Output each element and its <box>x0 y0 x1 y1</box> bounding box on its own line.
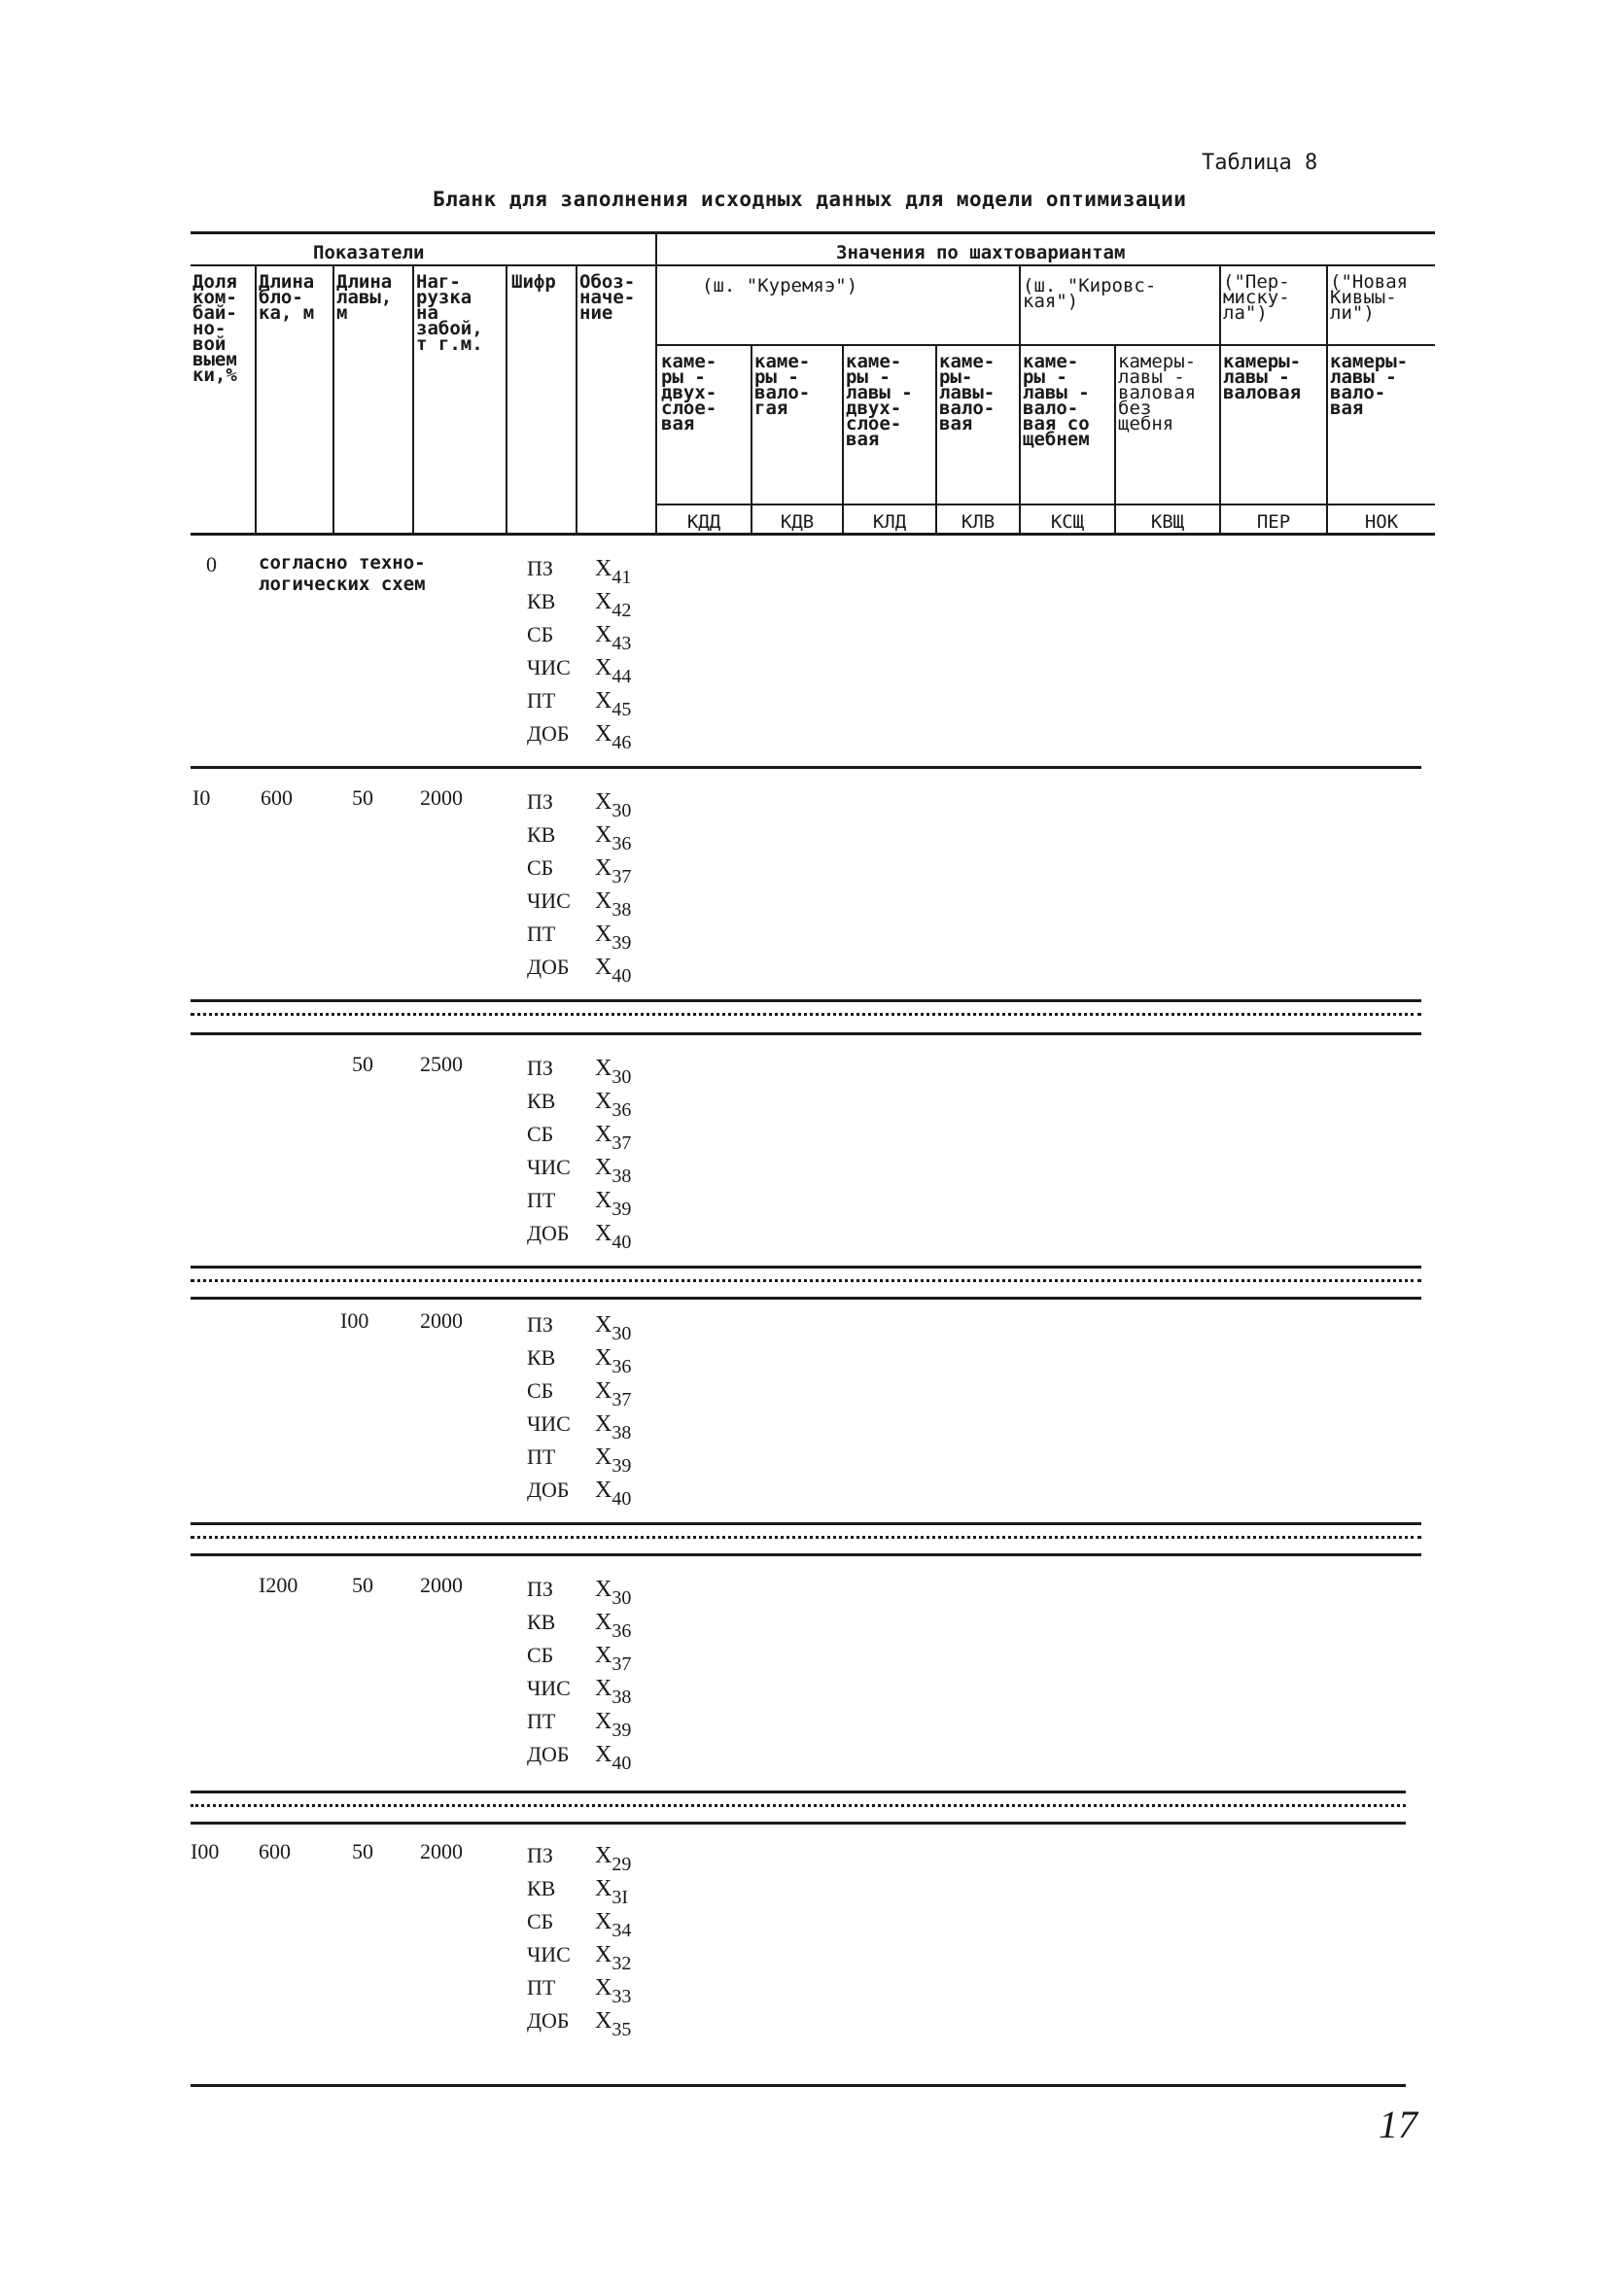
designation-symbol: $X_{38}$ <box>595 1411 632 1444</box>
header-top-rule <box>191 231 1435 234</box>
row4-designations <box>595 1308 632 1510</box>
col-sep-8 <box>842 346 844 533</box>
indicators-header: Показатели <box>313 242 425 263</box>
col-sep-7 <box>751 346 752 533</box>
col-header-designation: Обоз- наче- ние <box>579 271 636 324</box>
designation-symbol: $X_{33}$ <box>595 1975 632 2007</box>
row6-share: I00 <box>191 1839 220 1863</box>
designation-symbol: $X_{32}$ <box>595 1942 632 1974</box>
col-header-lava-length: Длина лавы, м <box>336 271 393 324</box>
col-sep-12 <box>1219 266 1221 533</box>
row6-load: 2000 <box>420 1839 463 1863</box>
row6-lava: 50 <box>352 1839 373 1863</box>
table-bottom-rule <box>191 2084 1406 2087</box>
designation-symbol: $X_{44}$ <box>595 655 632 687</box>
designation-symbol: $X_{45}$ <box>595 688 632 720</box>
designation-symbol: $X_{40}$ <box>595 1742 632 1774</box>
row3-designations <box>595 1052 632 1253</box>
code-kdd: КДД <box>686 511 721 533</box>
row5-load: 2000 <box>420 1573 463 1597</box>
row5-lava: 50 <box>352 1573 373 1597</box>
values-header: Значения по шахтовариантам <box>836 242 1126 263</box>
row4-lava: I00 <box>340 1308 369 1333</box>
subheader-kld: каме- ры - лавы - двух- слое- вая <box>846 351 913 450</box>
designation-symbol: $X_{34}$ <box>595 1909 632 1941</box>
designation-symbol: $X_{36}$ <box>595 1345 632 1377</box>
row4-ciphers: ПЗ КВ СБ ЧИС ПТ ДОБ <box>527 1312 571 1502</box>
group5-rule-b <box>191 1822 1406 1825</box>
row3-lava: 50 <box>352 1052 373 1076</box>
mine-kirovskaya: (ш. "Кировс- кая") <box>1023 275 1157 312</box>
row1-share: 0 <box>206 552 217 576</box>
subheader-nok: камеры- лавы - вало- вая <box>1330 351 1409 419</box>
designation-symbol: $X_{40}$ <box>595 955 632 987</box>
row2-block: 600 <box>261 785 293 810</box>
row1-ciphers: ПЗ КВ СБ ЧИС ПТ ДОБ <box>527 556 571 746</box>
subheader-ksch: каме- ры - лавы - вало- вая со щебнем <box>1023 351 1090 450</box>
col-header-share: Доля ком- бай- но- вой выем ки,% <box>192 271 237 386</box>
subheader-kdd: каме- ры - двух- слое- вая <box>661 351 717 435</box>
indicators-underline <box>191 264 655 266</box>
header-bottom-rule <box>191 533 1435 536</box>
row6-block: 600 <box>259 1839 291 1863</box>
col-header-block-length: Длина бло- ка, м <box>259 271 315 324</box>
designation-symbol: $X_{29}$ <box>595 1843 632 1875</box>
mine-novaya-kivyli: ("Новая Кивыы- ли") <box>1330 271 1409 324</box>
mine-kuremyae: (ш. "Куремяэ") <box>702 275 858 296</box>
table-title: Бланк для заполнения исходных данных для модели оптимизации <box>433 188 1187 211</box>
group2-dotted <box>191 1013 1421 1024</box>
code-ksch: КСЩ <box>1050 511 1085 533</box>
code-kdv: КДВ <box>780 511 815 533</box>
group4-dotted <box>191 1536 1421 1547</box>
row2-share: I0 <box>192 785 211 810</box>
designation-symbol: $X_{37}$ <box>595 855 632 887</box>
table-label: Таблица 8 <box>1202 151 1318 175</box>
col-header-cipher: Шифр <box>511 271 556 293</box>
designation-symbol: $X_{36}$ <box>595 1089 632 1121</box>
codes-rule <box>657 504 1435 505</box>
values-underline <box>657 264 1435 266</box>
designation-symbol: $X_{39}$ <box>595 1444 632 1477</box>
designation-symbol: $X_{30}$ <box>595 1577 632 1609</box>
group4-rule-a <box>191 1522 1421 1525</box>
designation-symbol: $X_{46}$ <box>595 721 632 753</box>
group2-rule-b <box>191 1032 1421 1035</box>
designation-symbol: $X_{3I}$ <box>595 1876 629 1908</box>
row6-designations <box>595 1839 632 2040</box>
designation-symbol: $X_{37}$ <box>595 1643 632 1675</box>
designation-symbol: $X_{36}$ <box>595 822 632 854</box>
row5-ciphers: ПЗ КВ СБ ЧИС ПТ ДОБ <box>527 1577 571 1766</box>
group1-separator <box>191 766 1421 769</box>
group5-dotted <box>191 1804 1406 1815</box>
row2-designations <box>595 785 632 987</box>
col-sep-6 <box>655 233 657 533</box>
code-nok: НОК <box>1364 511 1399 533</box>
code-per: ПЕР <box>1256 511 1291 533</box>
col-header-load: Наг- рузка на забой, т г.м. <box>416 271 483 355</box>
mine-permiskula: ("Пер- миску- ла") <box>1223 271 1290 324</box>
row2-lava: 50 <box>352 785 373 810</box>
row5-block: I200 <box>259 1573 298 1597</box>
mine-subheader-rule <box>657 344 1435 346</box>
row2-ciphers: ПЗ КВ СБ ЧИС ПТ ДОБ <box>527 789 571 979</box>
designation-symbol: $X_{35}$ <box>595 2008 632 2040</box>
designation-symbol: $X_{40}$ <box>595 1478 632 1510</box>
group3-rule-b <box>191 1297 1421 1300</box>
col-sep-11 <box>1114 346 1116 533</box>
designation-symbol: $X_{37}$ <box>595 1378 632 1410</box>
group5-rule-a <box>191 1791 1406 1793</box>
page-number: 17 <box>1379 2103 1417 2146</box>
group2-rule-a <box>191 999 1421 1002</box>
designation-symbol: $X_{36}$ <box>595 1610 632 1642</box>
designation-symbol: $X_{37}$ <box>595 1122 632 1154</box>
subheader-klv: каме- ры- лавы- вало- вая <box>939 351 996 435</box>
col-sep-5 <box>576 266 577 533</box>
col-sep-2 <box>332 266 334 533</box>
subheader-kvsch: камеры- лавы - валовая без щебня <box>1118 351 1197 435</box>
row4-load: 2000 <box>420 1308 463 1333</box>
group3-rule-a <box>191 1266 1421 1269</box>
code-klv: КЛВ <box>961 511 996 533</box>
designation-symbol: $X_{38}$ <box>595 1676 632 1708</box>
col-sep-1 <box>255 266 257 533</box>
col-sep-3 <box>412 266 414 533</box>
designation-symbol: $X_{39}$ <box>595 1188 632 1220</box>
designation-symbol: $X_{39}$ <box>595 1709 632 1741</box>
designation-symbol: $X_{30}$ <box>595 1312 632 1344</box>
designation-symbol: $X_{30}$ <box>595 789 632 821</box>
designation-symbol: $X_{41}$ <box>595 556 632 588</box>
subheader-kdv: каме- ры - вало- гая <box>754 351 811 419</box>
group4-rule-b <box>191 1553 1421 1556</box>
designation-symbol: $X_{38}$ <box>595 888 632 921</box>
row3-ciphers: ПЗ КВ СБ ЧИС ПТ ДОБ <box>527 1056 571 1245</box>
row1-block-note: согласно техно- логических схем <box>259 552 426 595</box>
col-sep-4 <box>506 266 507 533</box>
col-sep-13 <box>1326 266 1328 533</box>
col-sep-10 <box>1019 266 1021 533</box>
designation-symbol: $X_{43}$ <box>595 622 632 654</box>
subheader-per: камеры- лавы - валовая <box>1223 351 1302 403</box>
row1-designations <box>595 552 632 753</box>
designation-symbol: $X_{40}$ <box>595 1221 632 1253</box>
col-sep-9 <box>935 346 937 533</box>
code-kvsch: КВЩ <box>1150 511 1185 533</box>
designation-symbol: $X_{42}$ <box>595 589 632 621</box>
code-kld: КЛД <box>872 511 907 533</box>
designation-symbol: $X_{39}$ <box>595 922 632 954</box>
designation-symbol: $X_{38}$ <box>595 1155 632 1187</box>
row6-ciphers: ПЗ КВ СБ ЧИС ПТ ДОБ <box>527 1843 571 2033</box>
row5-designations <box>595 1573 632 1774</box>
row3-load: 2500 <box>420 1052 463 1076</box>
row2-load: 2000 <box>420 785 463 810</box>
group3-dotted <box>191 1279 1421 1290</box>
designation-symbol: $X_{30}$ <box>595 1056 632 1088</box>
